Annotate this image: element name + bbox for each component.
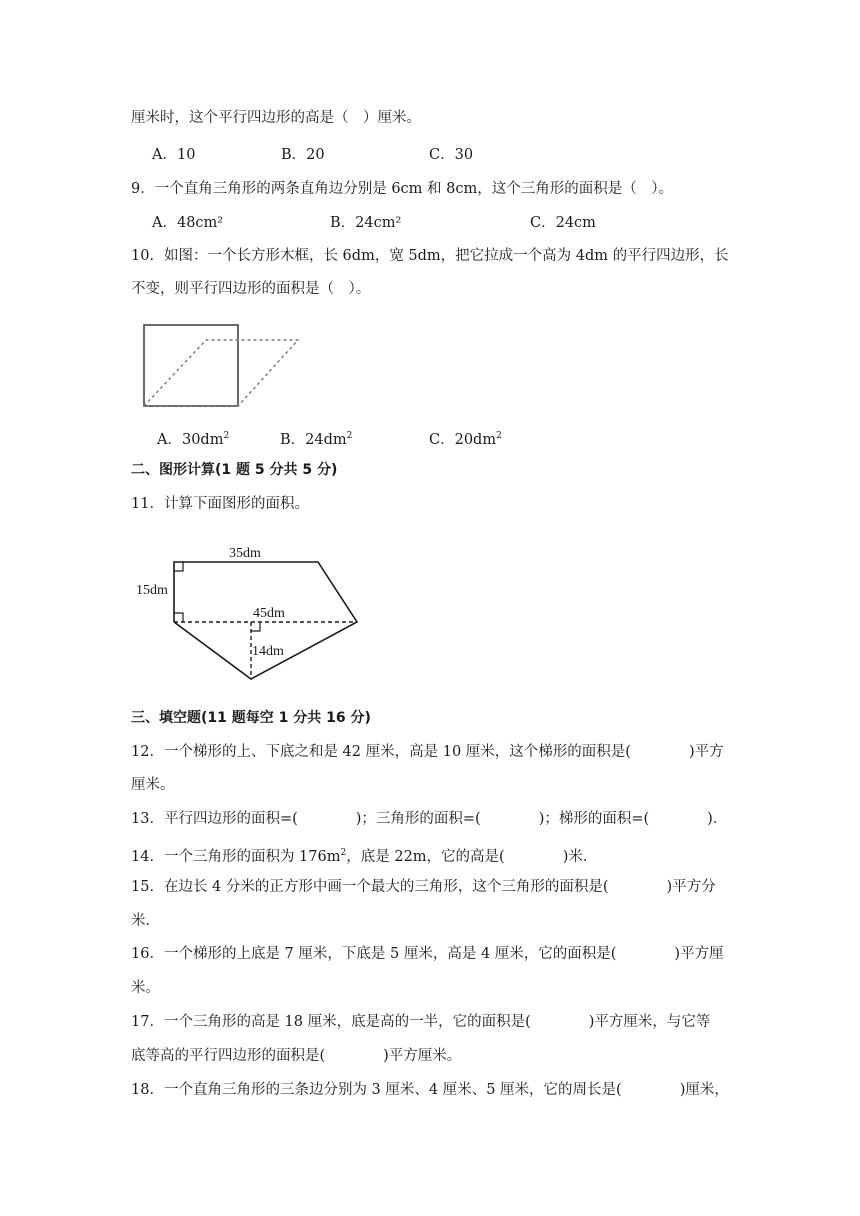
q11-composite-figure	[133, 538, 368, 688]
label-mid: 45dm	[253, 606, 285, 621]
section-2-heading: 二、图形计算(1 题 5 分共 5 分)	[131, 462, 338, 478]
q10-option-c: C．$20dm^2$	[429, 431, 502, 448]
section-3-heading: 三、填空题(11 题每空 1 分共 16 分)	[131, 710, 371, 726]
label-height: 14dm	[252, 644, 284, 659]
q16-text-line1: 16．一个梯形的上底是 7 厘米，下底是 5 厘米，高是 4 厘米，它的面积是( )平方厘	[131, 946, 724, 962]
q18-text: 18．一个直角三角形的三条边分别为 3 厘米、4 厘米、5 厘米，它的周长是( )厘米，	[131, 1082, 729, 1098]
q8-continuation: 厘米时，这个平行四边形的高是（ ）厘米。	[131, 110, 421, 126]
q10-option-b: B．$24dm^2$	[280, 431, 353, 448]
q12-text-line2: 厘米。	[131, 777, 175, 793]
q14-text: 14．一个三角形的面积为 $176m^2$，底是 22m，它的高是( )米．	[131, 848, 598, 865]
q10-rectangle-figure	[140, 322, 305, 412]
q9-text: 9．一个直角三角形的两条直角边分别是 6cm 和 8cm，这个三角形的面积是（ ）。	[131, 181, 673, 197]
right-angle-mark-height	[251, 622, 260, 631]
right-angle-mark-top	[174, 562, 183, 571]
q8-option-a: A．10	[152, 147, 196, 163]
q9-option-a: A．48cm²	[152, 215, 224, 231]
rectangle-frame	[144, 325, 238, 406]
q13-text: 13．平行四边形的面积=( )；三角形的面积=( )；梯形的面积=( )．	[131, 811, 728, 827]
q17-text-line2: 底等高的平行四边形的面积是( )平方厘米。	[131, 1048, 462, 1064]
parallelogram-dashed	[144, 340, 298, 406]
q12-text-line1: 12．一个梯形的上、下底之和是 42 厘米，高是 10 厘米，这个梯形的面积是( )平方	[131, 744, 724, 760]
q9-option-b: B．24cm²	[330, 215, 402, 231]
q17-text-line1: 17．一个三角形的高是 18 厘米，底是高的一半，它的面积是( )平方厘米，与它等	[131, 1014, 711, 1030]
q10-text-line2: 不变，则平行四边形的面积是（ ）。	[131, 281, 371, 297]
right-angle-mark-bottom	[174, 613, 183, 622]
q16-text-line2: 米。	[131, 980, 160, 996]
q15-text-line1: 15．在边长 4 分米的正方形中画一个最大的三角形，这个三角形的面积是( )平方分	[131, 879, 716, 895]
q11-text: 11．计算下面图形的面积。	[131, 496, 309, 512]
q10-option-a: A．$30dm^2$	[157, 431, 230, 448]
label-left: 15dm	[136, 583, 168, 598]
q8-option-b: B．20	[281, 147, 325, 163]
q9-option-c: C．24cm	[530, 215, 596, 231]
q8-option-c: C．30	[429, 147, 474, 163]
label-top: 35dm	[229, 546, 261, 561]
q10-text-line1: 10．如图：一个长方形木框，长 6dm，宽 5dm，把它拉成一个高为 4dm 的平行四边形，长	[131, 248, 729, 264]
q15-text-line2: 米．	[131, 913, 160, 929]
